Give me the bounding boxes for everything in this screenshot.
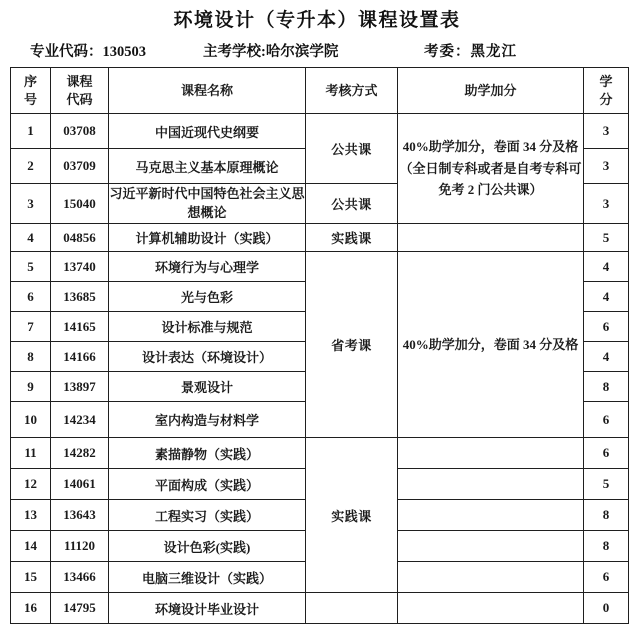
name-cell: 光与色彩 [109,282,306,312]
name-cell: 计算机辅助设计（实践） [109,224,306,252]
seq-cell: 1 [11,114,51,149]
seq-cell: 11 [11,438,51,469]
name-cell: 室内构造与材料学 [109,402,306,438]
code-cell: 04856 [51,224,109,252]
bonus-note-cell-empty [398,469,584,500]
code-cell: 13897 [51,372,109,402]
exam-method-cell-practice-1: 实践课 [306,224,398,252]
exam-committee-value: 黑龙江 [470,44,517,60]
name-cell: 工程实习（实践） [109,500,306,531]
table-row [11,114,629,149]
seq-cell: 9 [11,372,51,402]
meta-bar [0,40,634,62]
table-row [11,224,629,252]
name-cell: 平面构成（实践） [109,469,306,500]
bonus-note-cell-empty [398,500,584,531]
seq-cell: 15 [11,562,51,593]
credit-cell: 4 [584,282,629,312]
code-cell: 13643 [51,500,109,531]
table-row [11,593,629,624]
major-code [30,40,146,61]
credit-cell: 6 [584,402,629,438]
header-name: 课程名称 [109,68,306,114]
header-credit: 学分 [584,68,629,114]
course-table [10,67,629,624]
credit-cell: 3 [584,184,629,224]
exam-method-cell-public: 公共课 [306,114,398,184]
name-cell: 环境行为与心理学 [109,252,306,282]
credit-cell: 8 [584,372,629,402]
header-row [11,68,629,114]
host-school-label: 主考学校: [203,44,266,60]
name-cell: 环境设计毕业设计 [109,593,306,624]
code-cell: 03708 [51,114,109,149]
code-cell: 13740 [51,252,109,282]
host-school-value: 哈尔滨学院 [265,44,339,60]
code-cell: 14165 [51,312,109,342]
page-title: 环境设计（专升本）课程设置表 [173,10,461,31]
name-cell: 习近平新时代中国特色社会主义思想概论 [109,184,306,224]
seq-cell: 3 [11,184,51,224]
credit-cell: 3 [584,114,629,149]
bonus-note-cell-empty [398,562,584,593]
code-cell: 14795 [51,593,109,624]
seq-cell: 14 [11,531,51,562]
exam-method-cell-public-2: 公共课 [306,184,398,224]
major-code-value: 130503 [102,44,146,60]
seq-cell: 10 [11,402,51,438]
header-bonus: 助学加分 [398,68,584,114]
credit-cell: 6 [584,312,629,342]
header-exam: 考核方式 [306,68,398,114]
seq-cell: 8 [11,342,51,372]
bonus-note-cell-empty [398,531,584,562]
exam-method-cell-empty [306,593,398,624]
seq-cell: 2 [11,149,51,184]
seq-cell: 7 [11,312,51,342]
name-cell: 设计色彩(实践) [109,531,306,562]
credit-cell: 6 [584,438,629,469]
bonus-note-cell-provincial: 40%助学加分，卷面 34 分及格 [398,252,584,438]
code-cell: 14166 [51,342,109,372]
code-cell: 13466 [51,562,109,593]
header-code: 课程代码 [51,68,109,114]
seq-cell: 6 [11,282,51,312]
exam-method-cell-provincial: 省考课 [306,252,398,438]
name-cell: 电脑三维设计（实践） [109,562,306,593]
credit-cell: 5 [584,224,629,252]
credit-cell: 4 [584,252,629,282]
table-row [11,252,629,282]
credit-cell: 8 [584,531,629,562]
credit-cell: 5 [584,469,629,500]
name-cell: 景观设计 [109,372,306,402]
major-code-label: 专业代码： [30,44,103,60]
code-cell: 15040 [51,184,109,224]
code-cell: 11120 [51,531,109,562]
table-row [11,438,629,469]
name-cell: 素描静物（实践） [109,438,306,469]
header-seq: 序号 [11,68,51,114]
name-cell: 设计表达（环境设计） [109,342,306,372]
exam-committee [424,40,517,61]
name-cell: 设计标准与规范 [109,312,306,342]
seq-cell: 4 [11,224,51,252]
exam-committee-label: 考委： [424,44,471,60]
credit-cell: 4 [584,342,629,372]
seq-cell: 12 [11,469,51,500]
seq-cell: 16 [11,593,51,624]
credit-cell: 8 [584,500,629,531]
code-cell: 14282 [51,438,109,469]
code-cell: 13685 [51,282,109,312]
code-cell: 14234 [51,402,109,438]
bonus-note-cell-empty [398,438,584,469]
code-cell: 03709 [51,149,109,184]
seq-cell: 5 [11,252,51,282]
host-school [203,40,338,61]
bonus-note-cell-public: 40%助学加分，卷面 34 分及格（全日制专科或者是自考专科可免考 2 门公共课） [398,114,584,224]
credit-cell: 3 [584,149,629,184]
credit-cell: 6 [584,562,629,593]
bonus-note-cell-empty [398,224,584,252]
seq-cell: 13 [11,500,51,531]
name-cell: 马克思主义基本原理概论 [109,149,306,184]
exam-method-cell-practice-2: 实践课 [306,438,398,593]
name-cell: 中国近现代史纲要 [109,114,306,149]
code-cell: 14061 [51,469,109,500]
credit-cell: 0 [584,593,629,624]
bonus-note-cell-empty [398,593,584,624]
